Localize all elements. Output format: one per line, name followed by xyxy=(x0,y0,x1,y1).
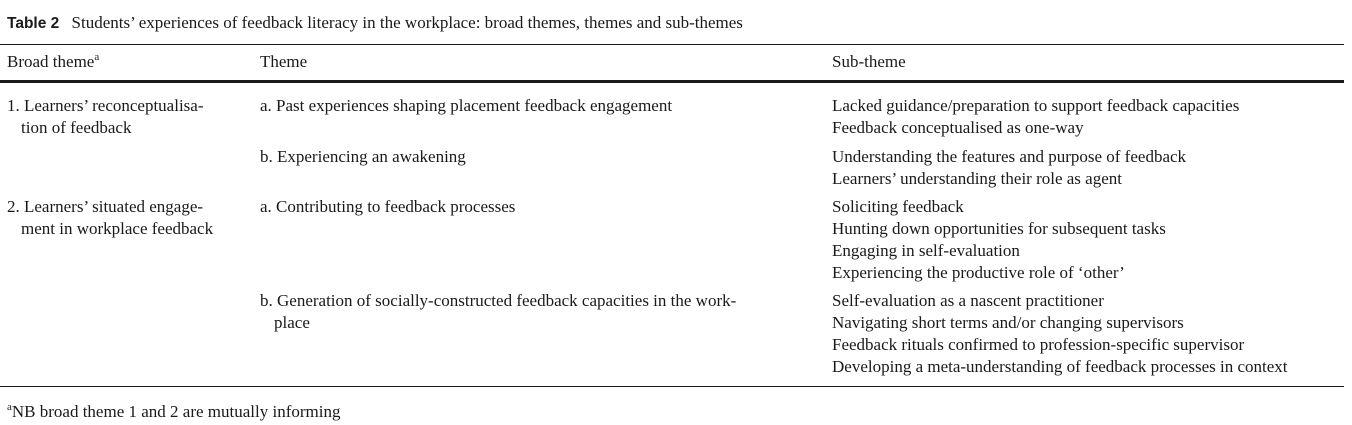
row-3-subtheme-4: Experiencing the productive role of ‘other’ xyxy=(832,263,1125,282)
row-3-subthemes xyxy=(832,196,1166,284)
row-1-broad-line-1: 1. Learners’ reconceptualisa- xyxy=(7,96,204,115)
row-4-theme-line-2: place xyxy=(274,313,310,332)
footnote-text: NB broad theme 1 and 2 are mutually informing xyxy=(11,402,341,421)
header-broad-theme xyxy=(7,51,99,73)
bottom-rule xyxy=(0,386,1344,387)
row-2-subthemes xyxy=(832,146,1186,190)
header-footnote-marker: a xyxy=(94,51,100,63)
row-3-broad-line-2: ment in workplace feedback xyxy=(21,219,214,238)
row-3-broad-line-1: 2. Learners’ situated engage- xyxy=(7,197,204,216)
table-caption xyxy=(7,12,743,35)
row-4-subthemes xyxy=(832,290,1288,378)
row-1-broad-line-2: tion of feedback xyxy=(21,118,132,137)
row-2-theme-line-1: b. Experiencing an awakening xyxy=(260,147,466,166)
row-1-theme-line-1: a. Past experiences shaping placement feedback engagement xyxy=(260,96,673,115)
top-rule xyxy=(0,44,1344,45)
table-caption-text: Students’ experiences of feedback literacy in the workplace: broad themes, themes and sub-themes xyxy=(71,13,743,32)
header-sub-theme: Sub-theme xyxy=(832,52,906,71)
row-4-subtheme-4: Developing a meta-understanding of feedback processes in context xyxy=(832,357,1288,376)
table-footnote xyxy=(7,401,340,423)
row-2-theme xyxy=(260,146,466,168)
row-3-subtheme-3: Engaging in self-evaluation xyxy=(832,241,1020,260)
row-3-theme xyxy=(260,196,515,218)
row-3-subtheme-2: Hunting down opportunities for subsequent tasks xyxy=(832,219,1166,238)
header-broad-theme-label: Broad theme xyxy=(7,52,95,71)
header-rule xyxy=(0,80,1344,83)
row-1-subthemes xyxy=(832,95,1239,139)
row-1-broad-theme xyxy=(7,95,204,139)
row-1-subtheme-1: Lacked guidance/preparation to support feedback capacities xyxy=(832,96,1240,115)
row-1-theme xyxy=(260,95,672,117)
row-2-subtheme-1: Understanding the features and purpose of feedback xyxy=(832,147,1187,166)
row-2-subtheme-2: Learners’ understanding their role as agent xyxy=(832,169,1122,188)
row-4-theme-line-1: b. Generation of socially-constructed feedback capacities in the work- xyxy=(260,291,737,310)
row-4-subtheme-2: Navigating short terms and/or changing supervisors xyxy=(832,313,1184,332)
row-3-broad-theme xyxy=(7,196,213,240)
row-4-subtheme-3: Feedback rituals confirmed to profession-specific supervisor xyxy=(832,335,1245,354)
table-label: Table 2 xyxy=(7,15,60,32)
row-4-theme xyxy=(260,290,736,334)
row-4-subtheme-1: Self-evaluation as a nascent practitioner xyxy=(832,291,1104,310)
row-3-subtheme-1: Soliciting feedback xyxy=(832,197,964,216)
header-theme: Theme xyxy=(260,52,308,71)
footnote-marker: a xyxy=(7,401,12,413)
row-1-subtheme-2: Feedback conceptualised as one-way xyxy=(832,118,1084,137)
row-3-theme-line-1: a. Contributing to feedback processes xyxy=(260,197,516,216)
